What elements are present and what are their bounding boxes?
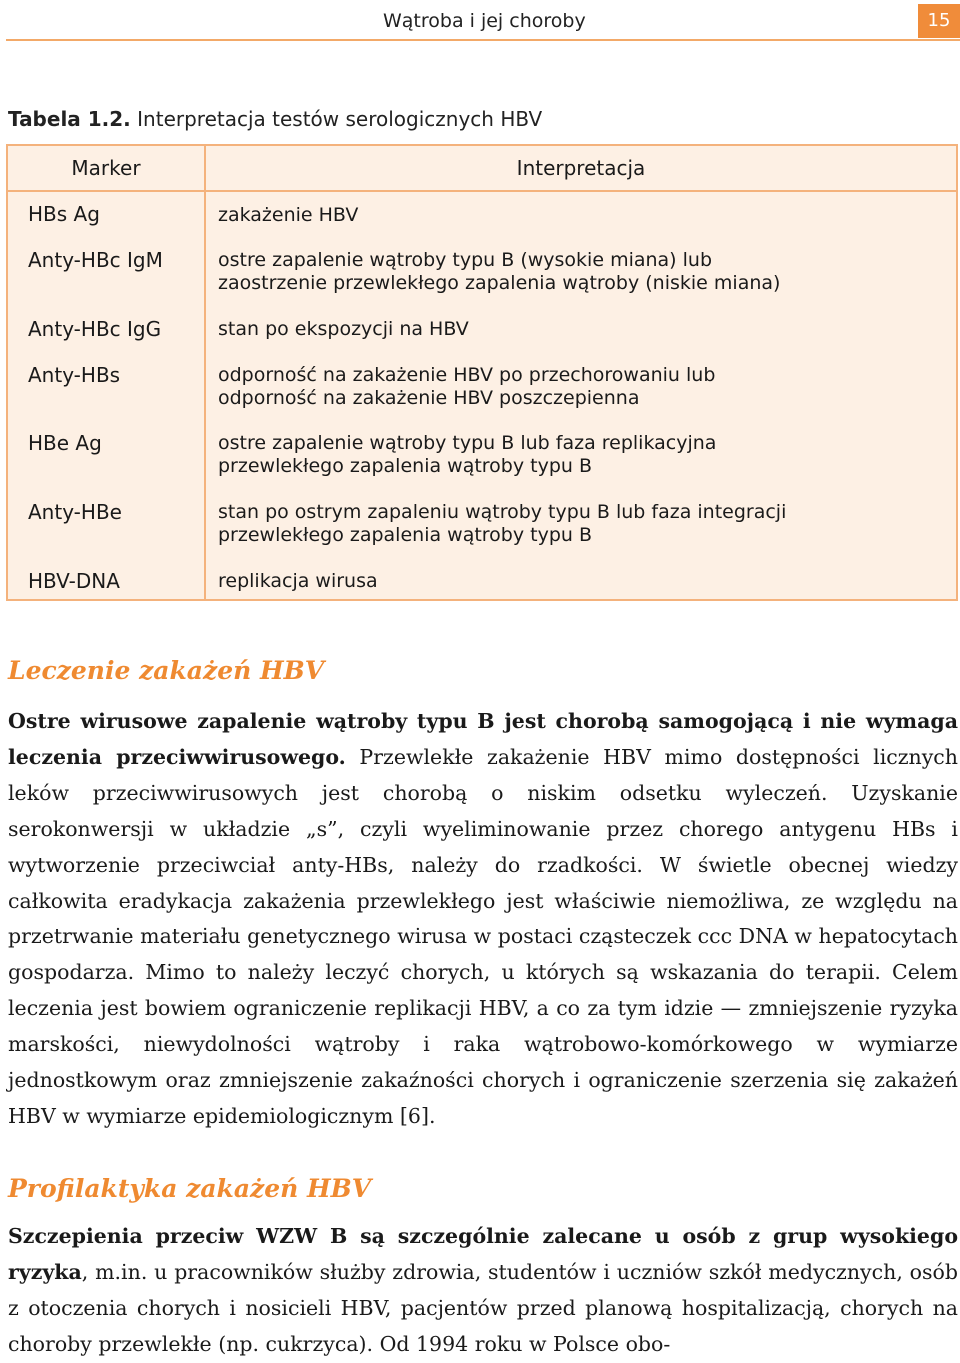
marker-hbe-ag: HBe Ag [28,431,102,455]
interpretation-line: replikacja wirusa [218,570,378,592]
interpretation-anty-hbs [218,364,948,410]
interpretation-line: stan po ostrym zapaleniu wątroby typu B lub faza integracji [218,501,787,523]
section-heading-prevention: Profilaktyka zakażeń HBV [8,1174,372,1203]
column-divider [204,146,206,599]
treatment-lead: Ostre wirusowe zapalenie wątroby typu B jest chorobą samogojącą i nie wymaga leczenia przeciwwirusowego. [8,709,958,769]
marker-hbs-ag: HBs Ag [28,202,100,226]
table-header-rule [8,190,956,192]
interpretation-anty-hbc-igg [218,318,948,341]
marker-hbv-dna: HBV-DNA [28,569,120,593]
prevention-lead: Szczepienia przeciw WZW B są szczególnie zalecane u osób z grup wysokiego ryzyka [8,1224,958,1284]
interpretation-hbs-ag [218,204,948,227]
section-heading-treatment: Leczenie zakażeń HBV [8,656,325,685]
prevention-paragraph [8,1219,958,1363]
interpretation-line: ostre zapalenie wątroby typu B lub faza replikacyjna [218,432,717,454]
running-title: Wątroba i jej choroby [383,10,586,32]
interpretation-line: odporność na zakażenie HBV poszczepienna [218,387,640,409]
interpretation-line: ostre zapalenie wątroby typu B (wysokie miana) lub [218,249,713,271]
interpretation-line: stan po ekspozycji na HBV [218,318,469,340]
treatment-text: Przewlekłe zakażenie HBV mimo dostępności licznych leków przeciwwirusowych jest chorobą o niskim odsetku wyleczeń. Uzyskanie serokonwersji w układzie „s”, czyli wyeliminowanie przez chorego antygenu HBs i wytworzenie przeciwciał anty-HBs, należy do rzadkości. W świetle obecnej wiedzy całkowita eradykacja zakażenia przewlekłego jest właściwie niemożliwa, ze względu na przetrwanie materiału genetycznego wirusa w postaci cząsteczek ccc DNA w hepatocytach gospodarza. Mimo to należy leczyć chorych, u których są wskazania do terapii. Celem leczenia jest bowiem ograniczenie replikacji HBV, a co za tym idzie — zmniejszenie ryzyka marskości, niewydolności wątroby i raka wątrobowo-komórkowego w wymiarze jednostkowym oraz zmniejszenie zakaźności chorych i ograniczenie szerzenia się zakażeń HBV w wymiarze epidemiologicznym [6]. [8,744,958,1128]
marker-anty-hbc-igg: Anty-HBc IgG [28,317,162,341]
page-number: 15 [918,4,960,38]
marker-anty-hbc-igm: Anty-HBc IgM [28,248,163,272]
interpretation-hbv-dna [218,570,948,593]
interpretation-line: zaostrzenie przewlekłego zapalenia wątroby (niskie miana) [218,272,781,294]
treatment-paragraph [8,704,958,1135]
running-header [0,0,960,40]
marker-anty-hbs: Anty-HBs [28,363,121,387]
header-rule [6,39,960,41]
table-caption [8,107,542,131]
marker-anty-hbe: Anty-HBe [28,500,122,524]
interpretation-anty-hbc-igm [218,249,948,295]
prevention-text: , m.in. u pracowników służby zdrowia, studentów i uczniów szkół medycznych, osób z otoczenia chorych i nosicieli HBV, pacjentów przed planową hospitalizacją, chorych na choroby przewlekłe (np. cukrzyca). Od 1994 roku w Polsce obo- [8,1259,958,1356]
interpretation-line: odporność na zakażenie HBV po przechorowaniu lub [218,364,716,386]
column-header-marker: Marker [71,156,141,180]
table-caption-text: Interpretacja testów serologicznych HBV [137,107,543,131]
table-caption-label: Tabela 1.2. [8,107,131,131]
interpretation-line: zakażenie HBV [218,204,359,226]
interpretation-hbe-ag [218,432,948,478]
interpretation-anty-hbe [218,501,948,547]
interpretation-line: przewlekłego zapalenia wątroby typu B [218,524,593,546]
column-header-interpretation: Interpretacja [516,156,646,180]
serology-table [6,144,958,601]
interpretation-line: przewlekłego zapalenia wątroby typu B [218,455,593,477]
